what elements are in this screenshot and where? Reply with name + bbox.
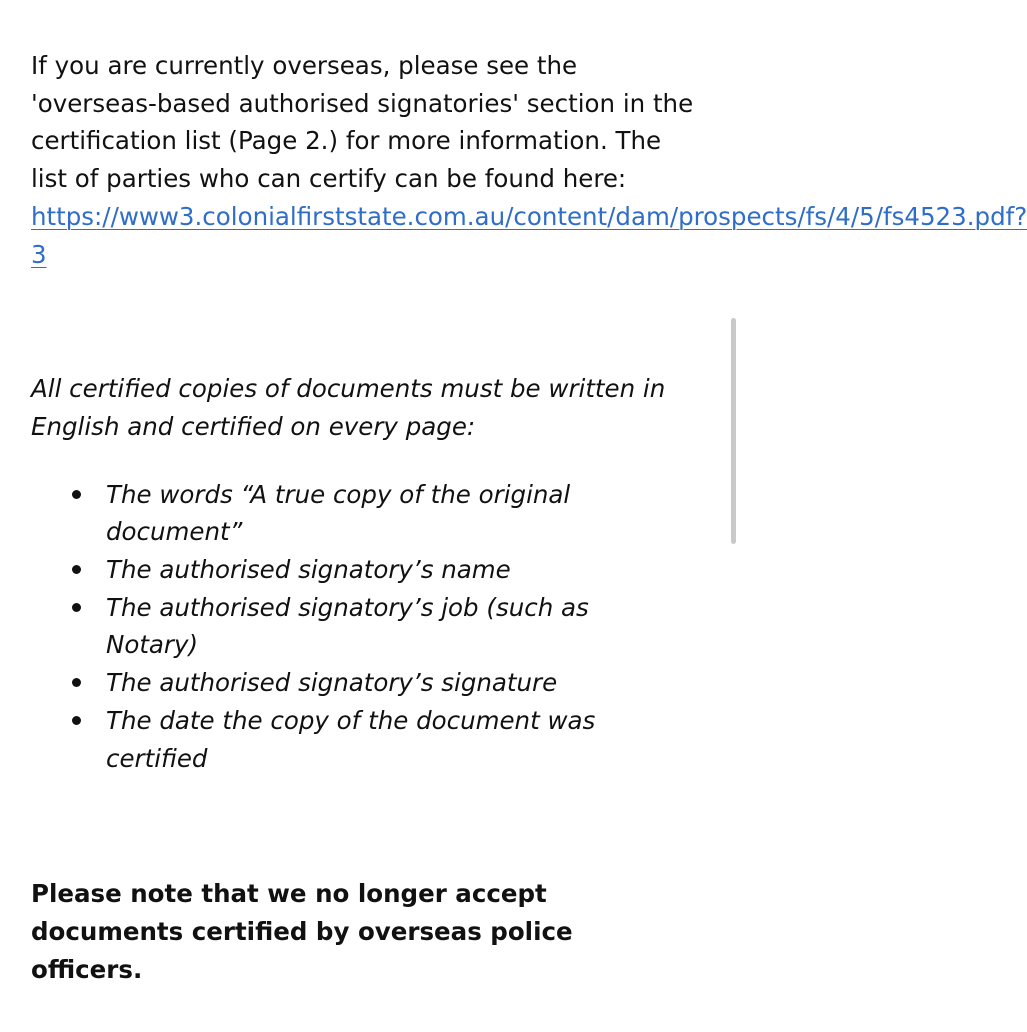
list-item-text: The authorised signatory’s job (such as Notary) (106, 592, 589, 660)
scrollbar[interactable] (731, 318, 736, 544)
list-item-text: The authorised signatory’s name (106, 555, 511, 585)
overseas-paragraph (31, 47, 1027, 273)
bullet-icon (72, 603, 81, 612)
bullet-icon (72, 565, 81, 574)
list-item-text: The words “A true copy of the original document” (106, 479, 571, 547)
list-item (31, 589, 631, 664)
list-item (31, 702, 631, 777)
list-item (31, 551, 631, 589)
certification-list-link[interactable]: https://www3.colonialfirststate.com.au/content/dam/prospects/fs/4/5/fs4523.pdf?3 (31, 201, 1027, 269)
bullet-icon (72, 716, 81, 725)
list-item-text: The date the copy of the document was certified (106, 705, 596, 773)
list-item (31, 476, 631, 551)
police-certification-notice: Please note that we no longer accept documents certified by overseas police officers. (31, 879, 573, 984)
requirements-list (31, 476, 703, 778)
list-item-text: The authorised signatory’s signature (106, 668, 558, 698)
requirements-intro: All certified copies of documents must be written in English and certified on every page: (31, 374, 666, 441)
document-body (31, 47, 1027, 988)
bullet-icon (72, 490, 81, 499)
list-item (31, 664, 631, 702)
bullet-icon (72, 678, 81, 687)
overseas-paragraph-text: If you are currently overseas, please see the 'overseas-based authorised signatories' section in the certification list (Page 2.) for more information. The list of parties who can certify can be found here: (31, 51, 694, 194)
